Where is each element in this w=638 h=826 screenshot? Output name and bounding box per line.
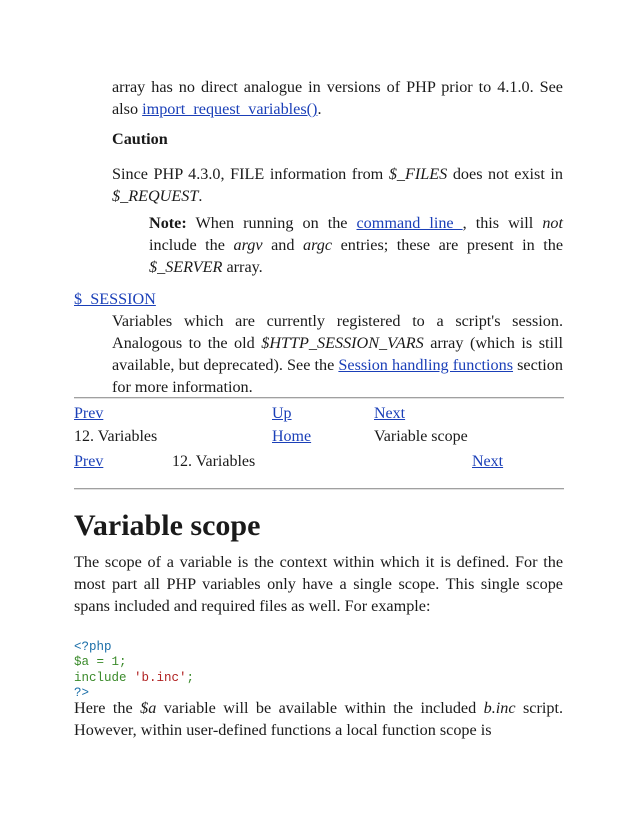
footer-home-link[interactable]: Home [272,428,312,445]
footer-up-link[interactable]: Up [272,405,292,422]
footer-prev-link[interactable]: Prev [74,405,104,422]
note-box: Note: When running on the command line , this will not include the argv and argc entries; these are present in the $_SERVER array. [149,214,564,276]
intro-continuation: array has no direct analogue in versions of PHP prior to 4.1.0. See also import_request_variables(). [112,78,563,118]
code-line-close: ?> [74,686,90,700]
scope-explanation: Here the $a variable will be available within the included b.inc script. However, within user-defined functions a local function scope is [74,699,563,739]
note-label: Note: [149,214,187,232]
header-divider [74,488,564,490]
header-chapter-title: 12. Variables [172,453,256,470]
code-line-open: <?php [74,639,112,654]
footer-next-link[interactable]: Next [374,405,406,422]
section-intro: The scope of a variable is the context within which it is defined. For the most part all PHP variables only have a single scope. This single scope spans included and required files as well. For example: [74,553,563,615]
command-line-link[interactable]: command line [356,214,463,232]
code-example: <?php $a = 1; include 'b.inc'; ?> [74,639,195,700]
footer-prev-title: 12. Variables [74,428,158,445]
footer-divider [74,397,564,399]
caution-text: Since PHP 4.3.0, FILE information from $_FILES does not exist in $_REQUEST. [112,165,563,205]
code-line-assign: $a = 1; [74,655,127,669]
header-next-link[interactable]: Next [472,453,504,470]
caution-heading: Caution [112,130,168,148]
import-request-variables-link[interactable]: import_request_variables() [142,100,318,118]
footer-next-title: Variable scope [374,428,468,445]
session-handling-link[interactable]: Session handling functions [338,356,514,374]
session-description: Variables which are currently registered to a script's session. Analogous to the old $HTTP_SESSION_VARS array (which is still available, but deprecated). See the Session handling functions section for more information. [112,312,563,396]
code-line-include: include [74,670,135,685]
page-title: Variable scope [74,509,261,542]
session-term[interactable]: $_SESSION [74,290,156,308]
header-prev-link[interactable]: Prev [74,453,104,470]
